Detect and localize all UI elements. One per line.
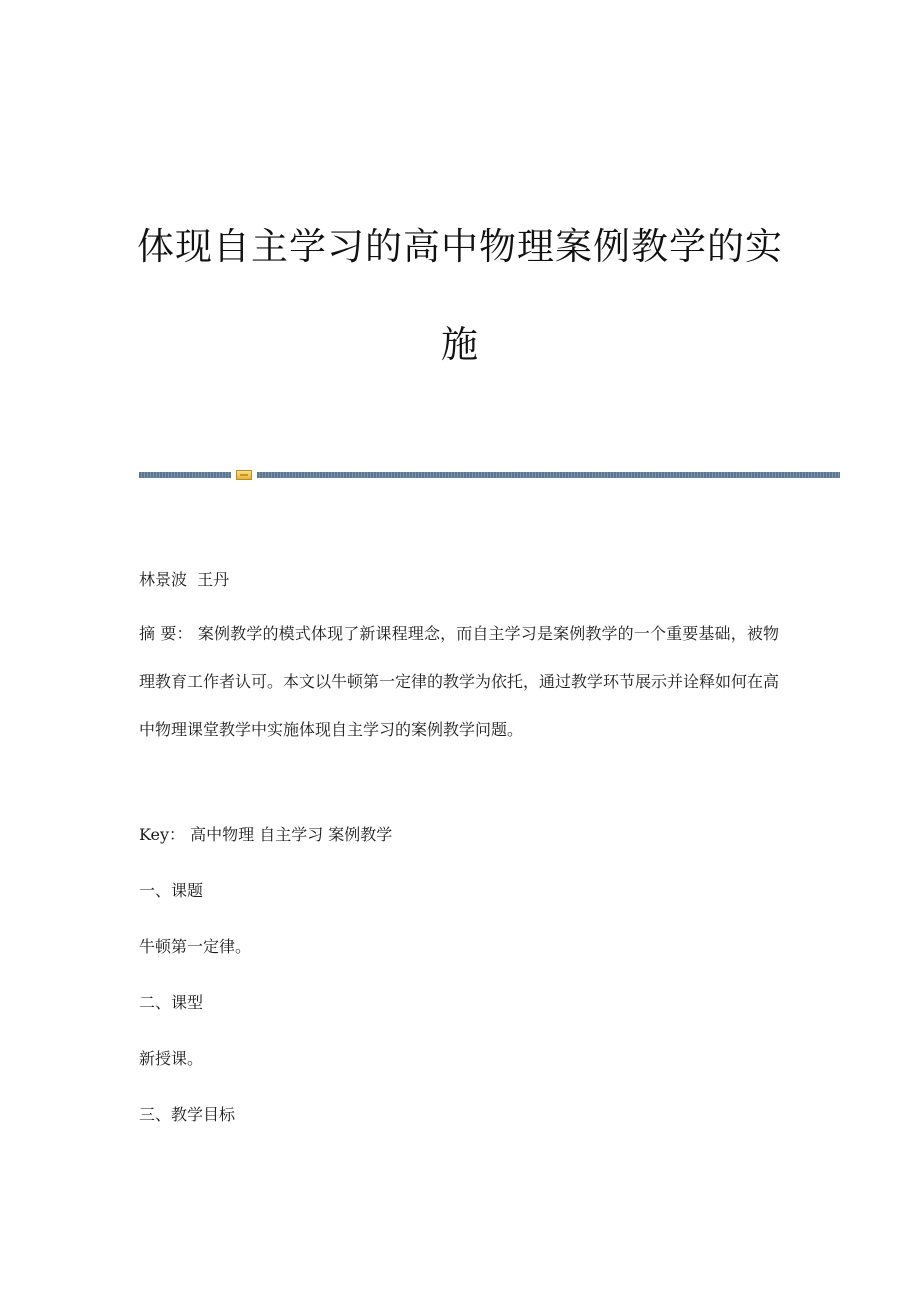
divider-bar-right [257,472,840,478]
title-divider [139,470,840,480]
keywords-text: 高中物理 自主学习 案例教学 [185,825,393,844]
document-title-line-2: 施 [441,323,479,366]
section-heading-topic: 一、课题 [139,881,204,900]
section-heading-lesson-type: 二、课型 [139,993,204,1012]
abstract-text: 案例教学的模式体现了新课程理念，而自主学习是案例教学的一个重要基础，被物理教育工作者认可。本文以牛顿第一定律的教学为依托，通过教学环节展示并诠释如何在高中物理课堂教学中实施体现自主学习的案例教学问题。 [139,624,780,739]
section-body-lesson-type: 新授课。 [139,1049,204,1068]
keywords-label: Key： [139,825,186,844]
divider-ornament-icon [236,470,252,480]
keywords-line [139,823,779,847]
author-names: 林景波 王丹 [139,570,230,589]
abstract-paragraph [139,610,779,754]
section-heading-objectives: 三、教学目标 [139,1105,236,1124]
divider-bar-left [139,472,231,478]
abstract-label: 摘 要： [139,624,193,643]
section-body-topic: 牛顿第一定律。 [139,937,252,956]
document-title-line-1: 体现自主学习的高中物理案例教学的实 [137,225,783,268]
